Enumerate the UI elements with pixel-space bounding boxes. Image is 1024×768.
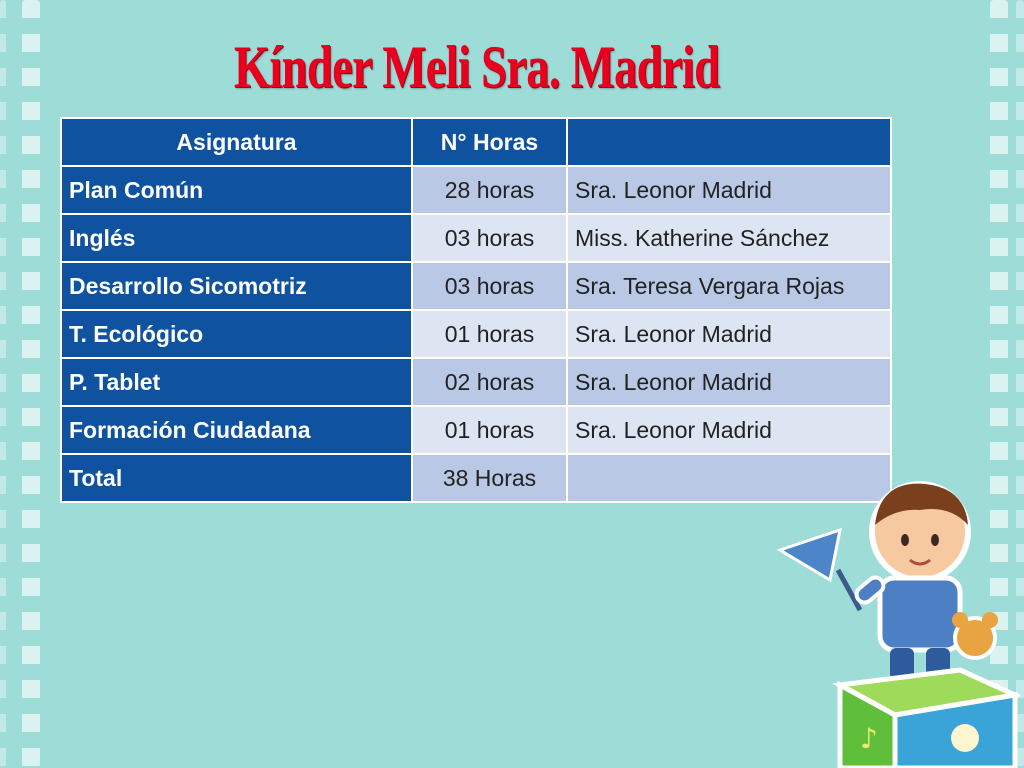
teacher-cell: Sra. Teresa Vergara Rojas xyxy=(567,262,891,310)
table-row xyxy=(61,262,891,310)
kid-on-toy-block-illustration xyxy=(760,470,1020,768)
header-subject: Asignatura xyxy=(61,118,412,166)
teacher-cell: Sra. Leonor Madrid xyxy=(567,358,891,406)
page-title: Kínder Meli Sra. Madrid xyxy=(233,34,720,100)
hours-cell: 03 horas xyxy=(412,262,567,310)
teacher-cell: Sra. Leonor Madrid xyxy=(567,406,891,454)
hours-cell: 28 horas xyxy=(412,166,567,214)
left-edge-stripe xyxy=(0,0,6,768)
hours-cell: 03 horas xyxy=(412,214,567,262)
subject-cell: Inglés xyxy=(61,214,412,262)
table-row xyxy=(61,310,891,358)
subject-cell: Desarrollo Sicomotriz xyxy=(61,262,412,310)
table-row xyxy=(61,166,891,214)
teacher-cell: Sra. Leonor Madrid xyxy=(567,310,891,358)
teacher-cell: Miss. Katherine Sánchez xyxy=(567,214,891,262)
header-teacher xyxy=(567,118,891,166)
hours-cell: 01 horas xyxy=(412,310,567,358)
table-header-row xyxy=(61,118,891,166)
table-row xyxy=(61,358,891,406)
table-row xyxy=(61,214,891,262)
hours-cell: 01 horas xyxy=(412,406,567,454)
left-film-strip xyxy=(22,0,40,768)
subject-cell: T. Ecológico xyxy=(61,310,412,358)
subject-cell: Plan Común xyxy=(61,166,412,214)
teacher-cell: Sra. Leonor Madrid xyxy=(567,166,891,214)
subject-cell: P. Tablet xyxy=(61,358,412,406)
subject-cell: Total xyxy=(61,454,412,502)
svg-text:♪: ♪ xyxy=(860,722,878,755)
schedule-table xyxy=(60,117,892,503)
header-hours: N° Horas xyxy=(412,118,567,166)
subject-cell: Formación Ciudadana xyxy=(61,406,412,454)
hours-cell: 38 Horas xyxy=(412,454,567,502)
hours-cell: 02 horas xyxy=(412,358,567,406)
table-row xyxy=(61,406,891,454)
